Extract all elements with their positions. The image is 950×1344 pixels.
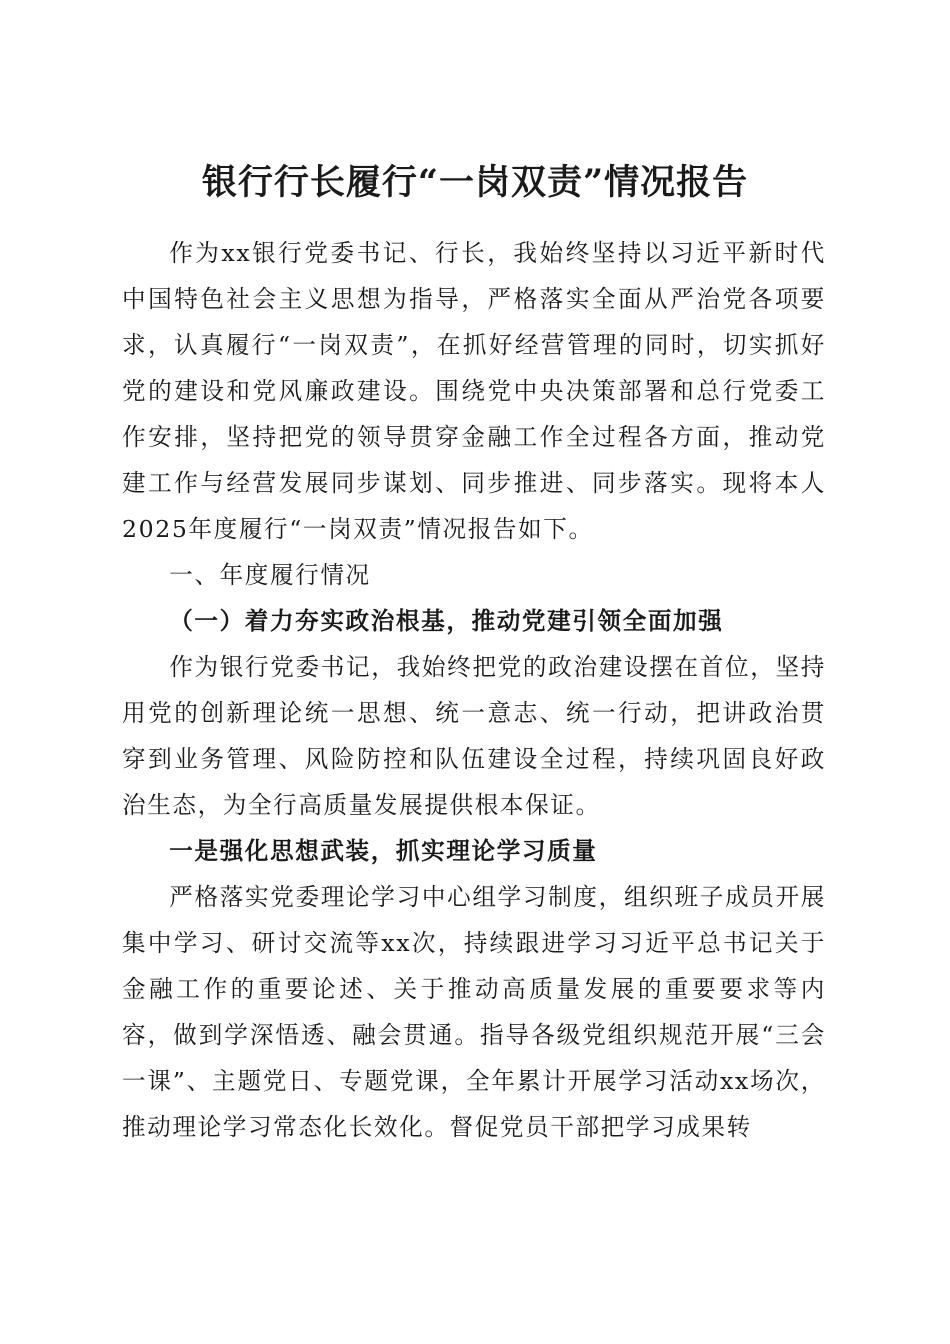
document-body (122, 230, 826, 1150)
point-heading-theoretical-study: 一是强化思想武装，抓实理论学习质量 (169, 837, 598, 865)
political-building-paragraph: 作为银行党委书记，我始终把党的政治建设摆在首位，坚持用党的创新理论统一思想、统一意志、统一行动，把讲政治贯穿到业务管理、风险防控和队伍建设全过程，持续巩固良好政治生态，为全行高质量发展提供根本保证。 (122, 653, 826, 819)
document-title: 银行行长履行“一岗双责”情况报告 (201, 162, 749, 204)
subsection-heading-political-foundation: （一）着力夯实政治根基，推动党建引领全面加强 (169, 607, 724, 635)
section-heading-annual-performance: 一、年度履行情况 (169, 561, 371, 589)
intro-paragraph: 作为xx银行党委书记、行长，我始终坚持以习近平新时代中国特色社会主义思想为指导，严格落实全面从严治党各项要求，认真履行“一岗双责”，在抓好经营管理的同时，切实抓好党的建设和党风廉政建设。围绕党中央决策部署和总行党委工作安排，坚持把党的领导贯穿金融工作全过程各方面，推动党建工作与经营发展同步谋划、同步推进、同步落实。现将本人2025年度履行“一岗双责”情况报告如下。 (122, 239, 826, 543)
theoretical-study-paragraph: 严格落实党委理论学习中心组学习制度，组织班子成员开展集中学习、研讨交流等xx次，持续跟进学习习近平总书记关于金融工作的重要论述、关于推动高质量发展的重要要求等内容，做到学深悟透、融会贯通。指导各级党组织规范开展“三会一课”、主题党日、专题党课，全年累计开展学习活动xx场次，推动理论学习常态化长效化。督促党员干部把学习成果转 (122, 883, 826, 1141)
